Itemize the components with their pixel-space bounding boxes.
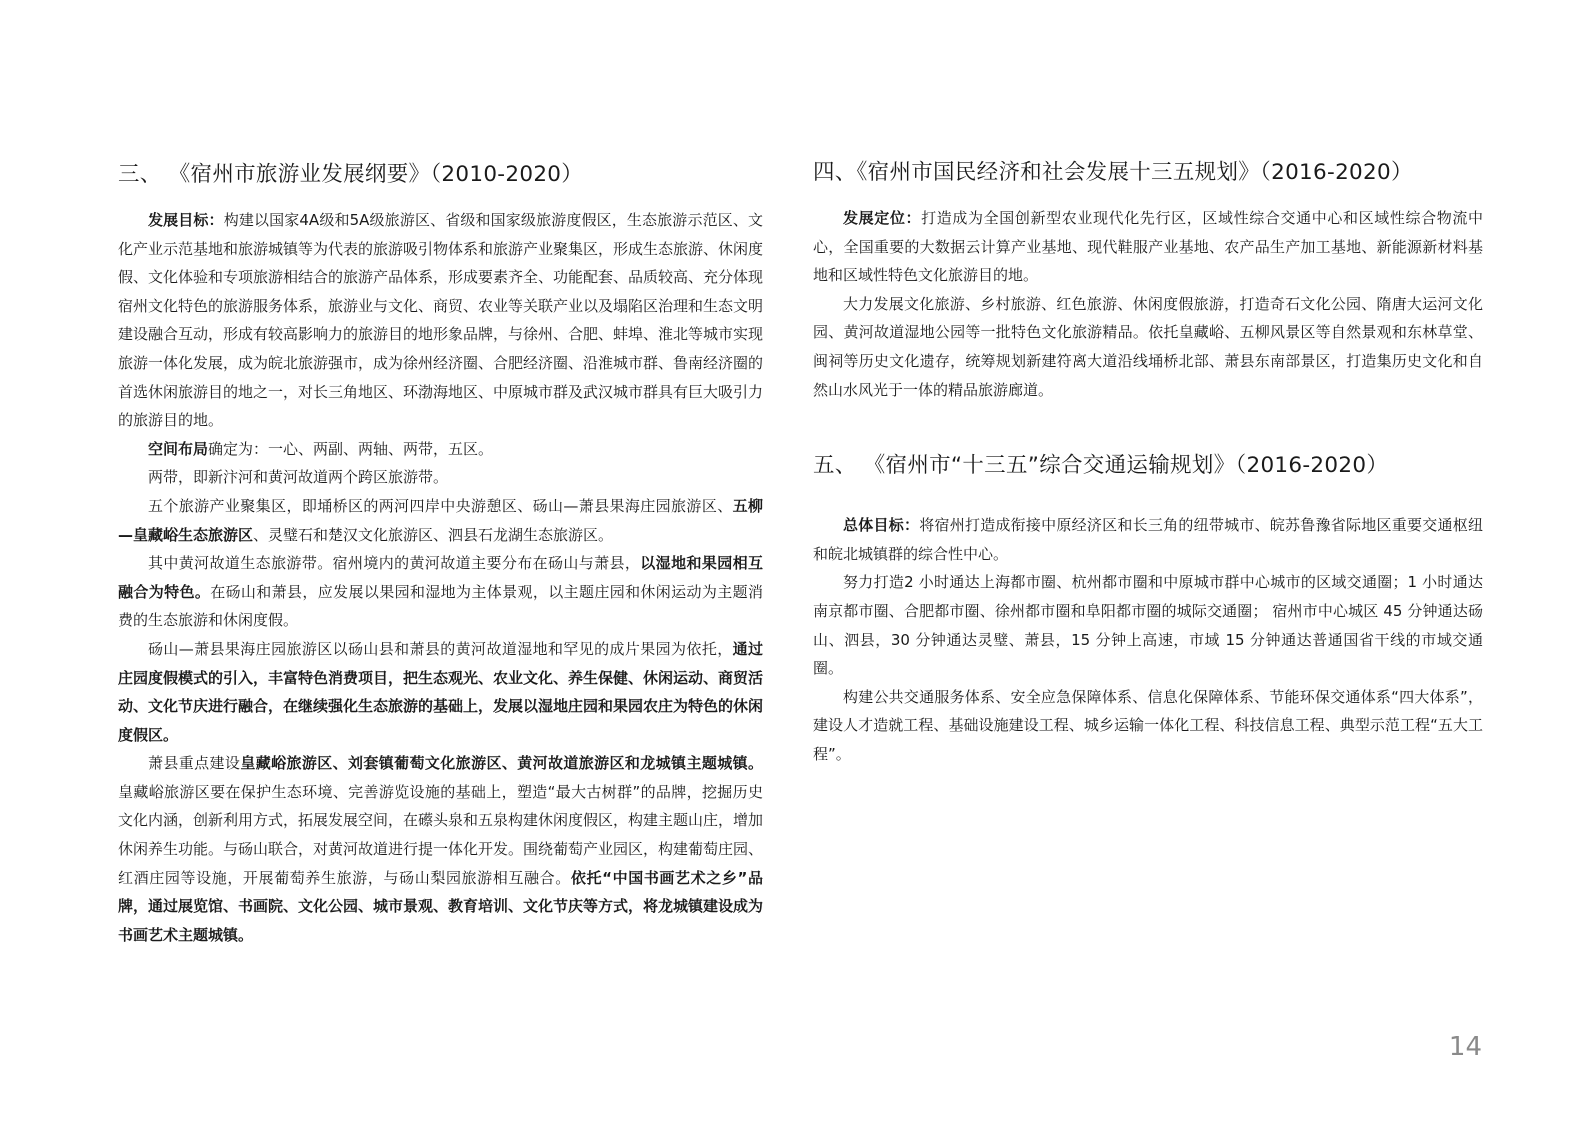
section-3-body (118, 206, 763, 949)
paragraph (118, 749, 763, 949)
paragraph (813, 683, 1483, 769)
section-5-body (813, 511, 1483, 768)
section-5-title: 五、 《宿州市“十三五”综合交通运输规划》（2016-2020） (813, 453, 1389, 479)
section-4-body (813, 204, 1483, 404)
text-run: 皇藏峪旅游区要在保护生态环境、完善游览设施的基础上，塑造“最大古树群”的品牌，挖掘历史文化内涵，创新利用方式，拓展发展空间，在礤头泉和五泉构建休闲度假区，构建主题山庄，增加休闲养生功能。与砀山联合，对黄河故道进行提一体化开发。围绕葡萄产业园区，构建葡萄庄园、红酒庄园等设施，开展葡萄养生旅游，与砀山梨园旅游相互融合。 (118, 782, 764, 887)
paragraph (118, 549, 763, 635)
bold-text-run: 五柳—皇藏峪生态旅游区 (118, 496, 763, 544)
paragraph (813, 511, 1483, 568)
text-run: 、灵璧石和楚汉文化旅游区、泗县石龙湖生态旅游区。 (253, 525, 614, 544)
paragraph (813, 204, 1483, 290)
text-run: 将宿州打造成衔接中原经济区和长三角的纽带城市、皖苏鲁豫省际地区重要交通枢纽和皖北城镇群的综合性中心。 (813, 516, 1483, 563)
right-column (813, 158, 1483, 769)
text-run: 其中黄河故道生态旅游带。宿州境内的黄河故道主要分布在砀山与萧县， (148, 554, 641, 573)
text-run: 努力打造2 小时通达上海都市圈、杭州都市圈和中原城市群中心城市的区域交通圈；1 小时通达南京都市圈、合肥都市圈、徐州都市圈和阜阳都市圈的城际交通圈； 宿州市中心城区 45 分钟通达砀山、泗县，30 分钟通达灵璧、萧县，15 分钟上高速，市域 15 分钟通达普通国省干线的市域交通圈。 (813, 573, 1483, 678)
paragraph (118, 463, 763, 492)
bold-text-run: 以湿地和果园相互融合为特色。 (118, 554, 763, 601)
bold-text-run: 通过庄园度假模式的引入，丰富特色消费项目，把生态观光、农业文化、养生保健、休闲运动、商贸活动、文化节庆进行融合，在继续强化生态旅游的基础上，发展以湿地庄园和果园农庄为特色的休闲度假区。 (118, 639, 764, 744)
text-run: 构建以国家4A级和5A级旅游区、省级和国家级旅游度假区，生态旅游示范区、文化产业示范基地和旅游城镇等为代表的旅游吸引物体系和旅游产业聚集区，形成生态旅游、休闲度假、文化体验和专项旅游相结合的旅游产品体系，形成要素齐全、功能配套、品质较高、充分体现宿州文化特色的旅游服务体系，旅游业与文化、商贸、农业等关联产业以及塌陷区治理和生态文明建设融合互动，形成有较高影响力的旅游目的地形象品牌，与徐州、合肥、蚌埠、淮北等城市实现旅游一体化发展，成为皖北旅游强市，成为徐州经济圈、合肥经济圈、沿淮城市群、鲁南经济圈的首选休闲旅游目的地之一，对长三角地区、环渤海地区、中原城市群及武汉城市群具有巨大吸引力的旅游目的地。 (118, 211, 764, 430)
paragraph (118, 635, 763, 749)
text-run: 五个旅游产业聚集区，即埇桥区的两河四岸中央游憩区、砀山—萧县果海庄园旅游区、 (148, 496, 733, 515)
bold-text-run: 发展目标： (148, 211, 224, 229)
bold-text-run: 依托“中国书画艺术之乡”品牌，通过展览馆、书画院、文化公园、城市景观、教育培训、文化节庆等方式，将龙城镇建设成为书画艺术主题城镇。 (118, 868, 764, 944)
text-run: 萧县重点建设 (148, 754, 241, 773)
text-run: 打造成为全国创新型农业现代化先行区，区域性综合交通中心和区域性综合物流中心，全国重要的大数据云计算产业基地、现代鞋服产业基地、农产品生产加工基地、新能源新材料基地和区域性特色文化旅游目的地。 (813, 209, 1483, 285)
paragraph (118, 435, 763, 464)
bold-text-run: 发展定位： (843, 209, 922, 227)
text-run: 大力发展文化旅游、乡村旅游、红色旅游、休闲度假旅游，打造奇石文化公园、隋唐大运河文化园、黄河故道湿地公园等一批特色文化旅游精品。依托皇藏峪、五柳风景区等自然景观和东林草堂、闽祠等历史文化遗存，统筹规划新建符离大道沿线埇桥北部、萧县东南部景区，打造集历史文化和自然山水风光于一体的精品旅游廊道。 (813, 294, 1483, 399)
left-column (118, 160, 763, 949)
paragraph (118, 206, 763, 435)
text-run: 构建公共交通服务体系、安全应急保障体系、信息化保障体系、节能环保交通体系“四大体系”，建设人才造就工程、基础设施建设工程、城乡运输一体化工程、科技信息工程、典型示范工程“五大工程”。 (813, 687, 1483, 763)
paragraph (118, 492, 763, 549)
page-number: 14 (1448, 1032, 1482, 1062)
section-3-title: 三、 《宿州市旅游业发展纲要》（2010-2020） (118, 162, 584, 187)
text-run: 砀山—萧县果海庄园旅游区以砀山县和萧县的黄河故道湿地和罕见的成片果园为依托， (148, 639, 733, 658)
bold-text-run: 皇藏峪旅游区、刘套镇葡萄文化旅游区、黄河故道旅游区和龙城镇主题城镇。 (240, 754, 763, 773)
text-run: 两带，即新汴河和黄河故道两个跨区旅游带。 (148, 468, 449, 487)
text-run: 在砀山和萧县，应发展以果园和湿地为主体景观，以主题庄园和休闲运动为主题消费的生态旅游和休闲度假。 (118, 582, 763, 630)
paragraph (813, 290, 1483, 404)
bold-text-run: 空间布局 (148, 439, 209, 458)
section-4-title: 四、《宿州市国民经济和社会发展十三五规划》（2016-2020） (813, 160, 1413, 185)
text-run: 确定为：一心、两副、两轴、两带，五区。 (208, 439, 494, 458)
paragraph (813, 568, 1483, 682)
bold-text-run: 总体目标： (843, 516, 920, 535)
